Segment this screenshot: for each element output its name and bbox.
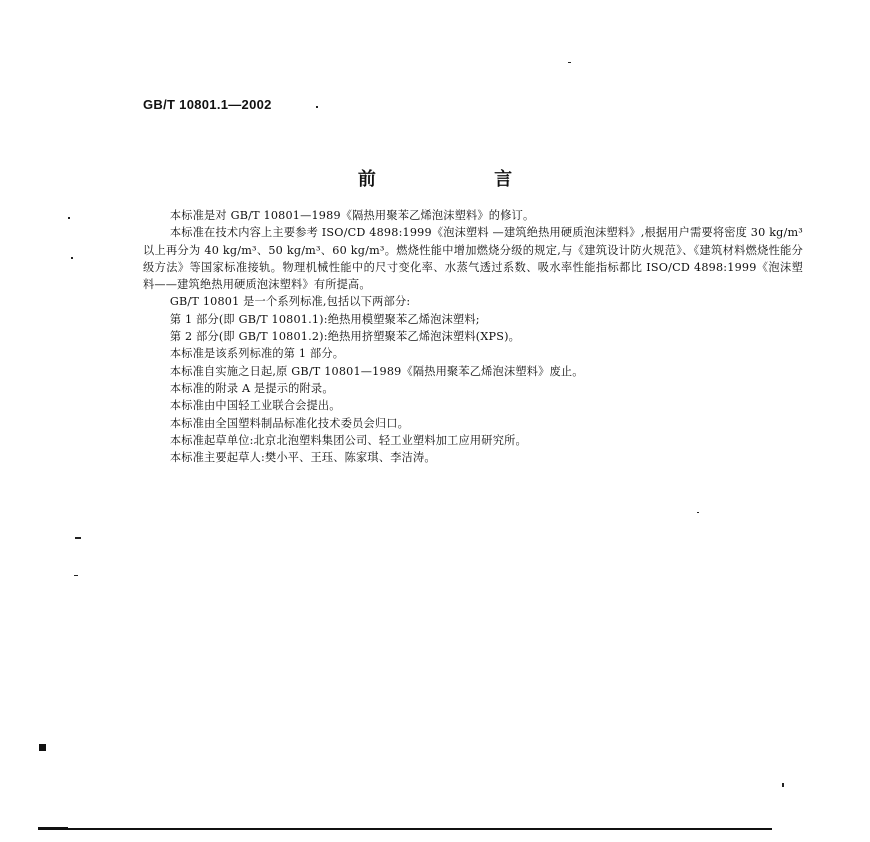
paragraph-part-2: 第 2 部分(即 GB/T 10801.2):绝热用挤塑聚苯乙烯泡沫塑料(XPS)。 <box>169 330 521 344</box>
paragraph-part-1: 第 1 部分(即 GB/T 10801.1):绝热用模塑聚苯乙烯泡沫塑料; <box>169 312 480 326</box>
standard-code-header: GB/T 10801.1—2002 <box>143 97 272 112</box>
scan-speck <box>74 575 78 576</box>
paragraph-drafters: 本标准主要起草人:樊小平、王珏、陈家琪、李洁涛。 <box>169 451 436 465</box>
paragraph-revision-note: 本标准是对 GB/T 10801—1989《隔热用聚苯乙烯泡沫塑料》的修订。 <box>169 209 535 222</box>
paragraph-this-part: 本标准是该系列标准的第 1 部分。 <box>169 347 345 361</box>
paragraph-supersedes: 本标准自实施之日起,原 GB/T 10801—1989《隔热用聚苯乙烯泡沫塑料》废止。 <box>169 364 584 378</box>
paragraph-series-intro: GB/T 10801 是一个系列标准,包括以下两部分: <box>169 295 411 309</box>
paragraph-under-jurisdiction: 本标准由全国塑料制品标准化技术委员会归口。 <box>169 416 410 430</box>
foreword-body <box>143 207 803 466</box>
scan-speck <box>316 106 318 108</box>
scan-speck <box>782 783 784 787</box>
scan-speck <box>697 512 699 513</box>
page-title: 前 言 <box>357 169 569 190</box>
scan-speck <box>568 62 571 63</box>
scan-speck <box>75 537 81 539</box>
scan-speck <box>71 257 73 259</box>
paragraph-proposed-by: 本标准由中国轻工业联合会提出。 <box>169 399 341 413</box>
paragraph-annex: 本标准的附录 A 是提示的附录。 <box>169 381 334 395</box>
paragraph-technical-content: 本标准在技术内容上主要参考 ISO/CD 4898:1999《泡沫塑料 —建筑绝热用硬质泡沫塑料》,根据用户需要将密度 30 kg/m³ 以上再分为 40 kg/m³、50 kg/m³、60 kg/m³。燃烧性能中增加燃烧分级的规定,与《建筑设计防火规范》、《建筑材料燃烧性能分级方法》等国家标准接轨。物理机械性能中的尺寸变化率、水蒸气透过系数、吸水率性能指标都比 ISO/CD 4898:1999《泡沫塑料——建筑绝热用硬质泡沫塑料》有所提高。 <box>143 226 803 292</box>
scan-speck <box>68 217 70 219</box>
bottom-scan-line <box>42 828 772 830</box>
scan-mark <box>39 744 46 751</box>
paragraph-drafting-units: 本标准起草单位:北京北泡塑料集团公司、轻工业塑料加工应用研究所。 <box>169 433 527 447</box>
